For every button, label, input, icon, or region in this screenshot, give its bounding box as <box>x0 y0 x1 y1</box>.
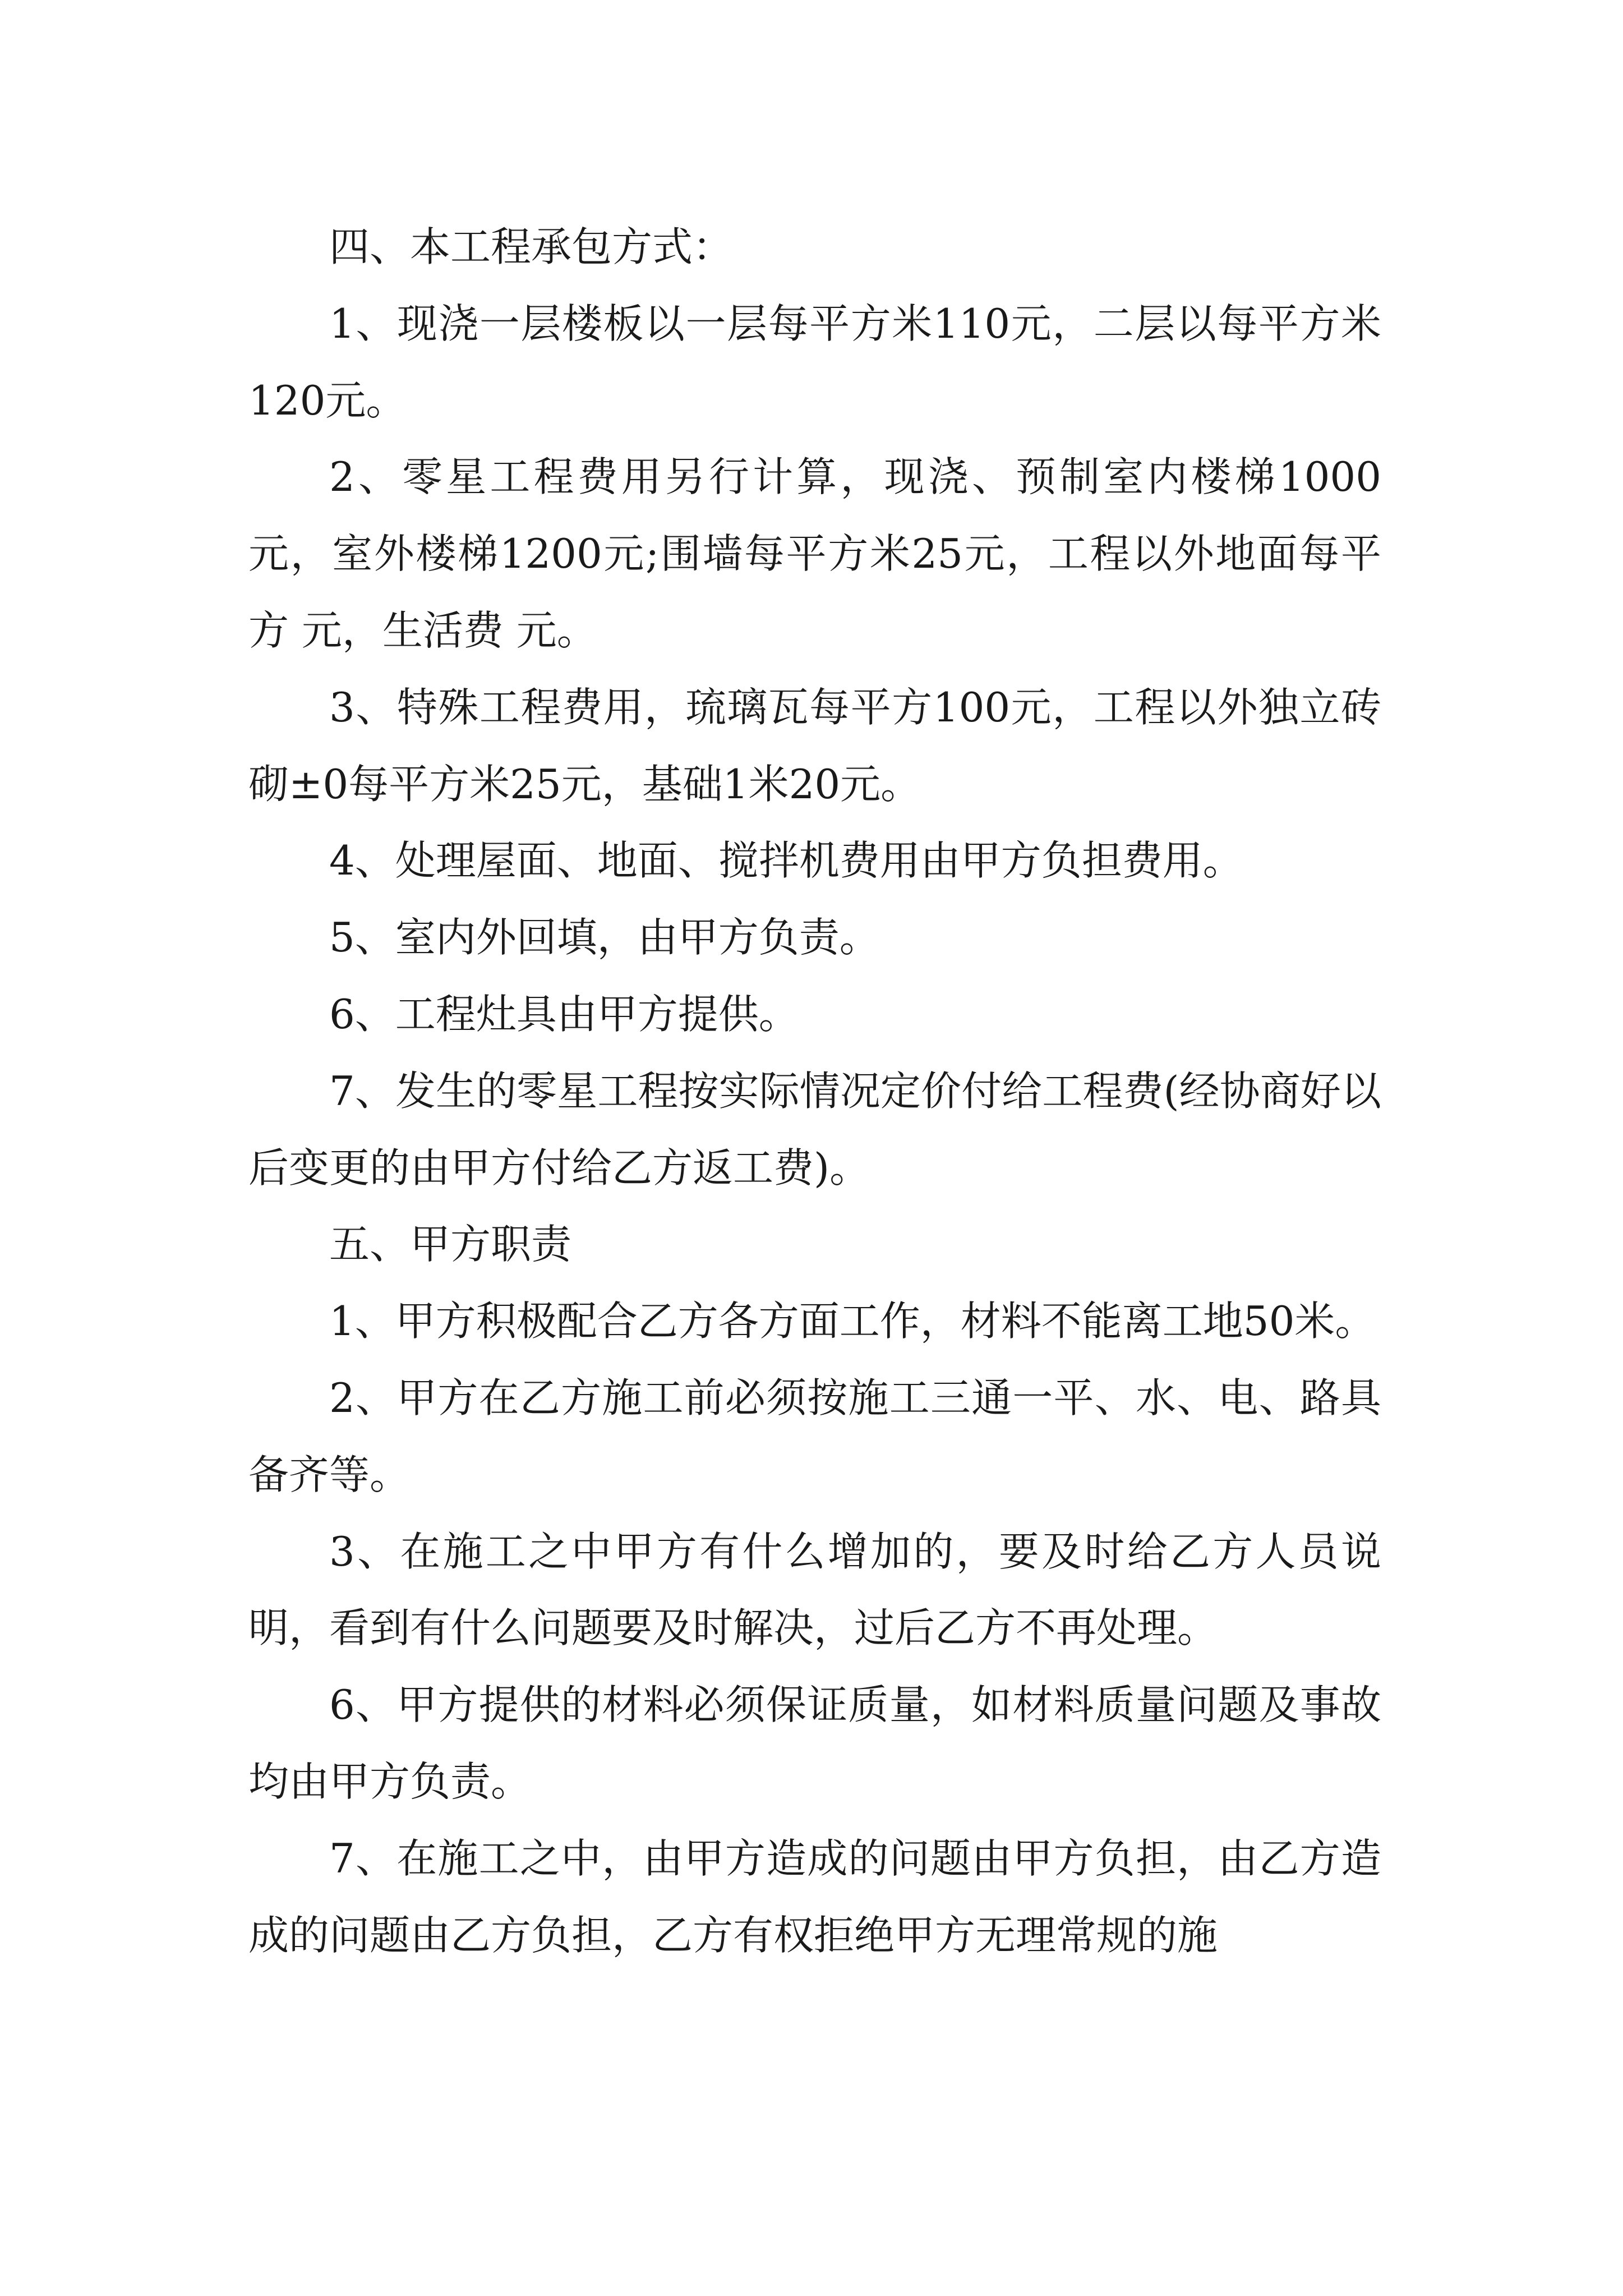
paragraph-item: 7、在施工之中，由甲方造成的问题由甲方负担，由乙方造成的问题由乙方负担，乙方有权拒绝甲方无理常规的施 <box>248 1834 1381 1959</box>
paragraph-item: 3、特殊工程费用，琉璃瓦每平方100元，工程以外独立砖砌±0每平方米25元，基础1米20元。 <box>248 683 1381 808</box>
paragraph-item: 4、处理屋面、地面、搅拌机费用由甲方负担费用。 <box>329 837 1243 885</box>
paragraph-item: 5、室内外回填，由甲方负责。 <box>329 914 880 961</box>
paragraph-item: 6、甲方提供的材料必须保证质量，如材料质量问题及事故均由甲方负责。 <box>248 1681 1381 1805</box>
paragraph-item: 1、甲方积极配合乙方各方面工作，材料不能离工地50米。 <box>329 1297 1376 1345</box>
section-heading-party-a-duties: 五、甲方职责 <box>329 1221 572 1268</box>
paragraph-item: 1、现浇一层楼板以一层每平方米110元，二层以每平方米120元。 <box>248 300 1381 424</box>
section-heading-contract-method: 四、本工程承包方式： <box>329 223 734 270</box>
paragraph-item: 6、工程灶具由甲方提供。 <box>329 990 799 1038</box>
paragraph-item: 7、发生的零星工程按实际情况定价付给工程费(经协商好以后变更的由甲方付给乙方返工费)。 <box>248 1067 1381 1191</box>
paragraph-item: 2、零星工程费用另行计算，现浇、预制室内楼梯1000元，室外楼梯1200元;围墙每平方米25元，工程以外地面每平方 元，生活费 元。 <box>248 453 1381 654</box>
paragraph-item: 2、甲方在乙方施工前必须按施工三通一平、水、电、路具备齐等。 <box>248 1374 1381 1498</box>
document-body <box>248 209 1381 1973</box>
paragraph-item: 3、在施工之中甲方有什么增加的，要及时给乙方人员说明，看到有什么问题要及时解决，过后乙方不再处理。 <box>248 1527 1381 1652</box>
